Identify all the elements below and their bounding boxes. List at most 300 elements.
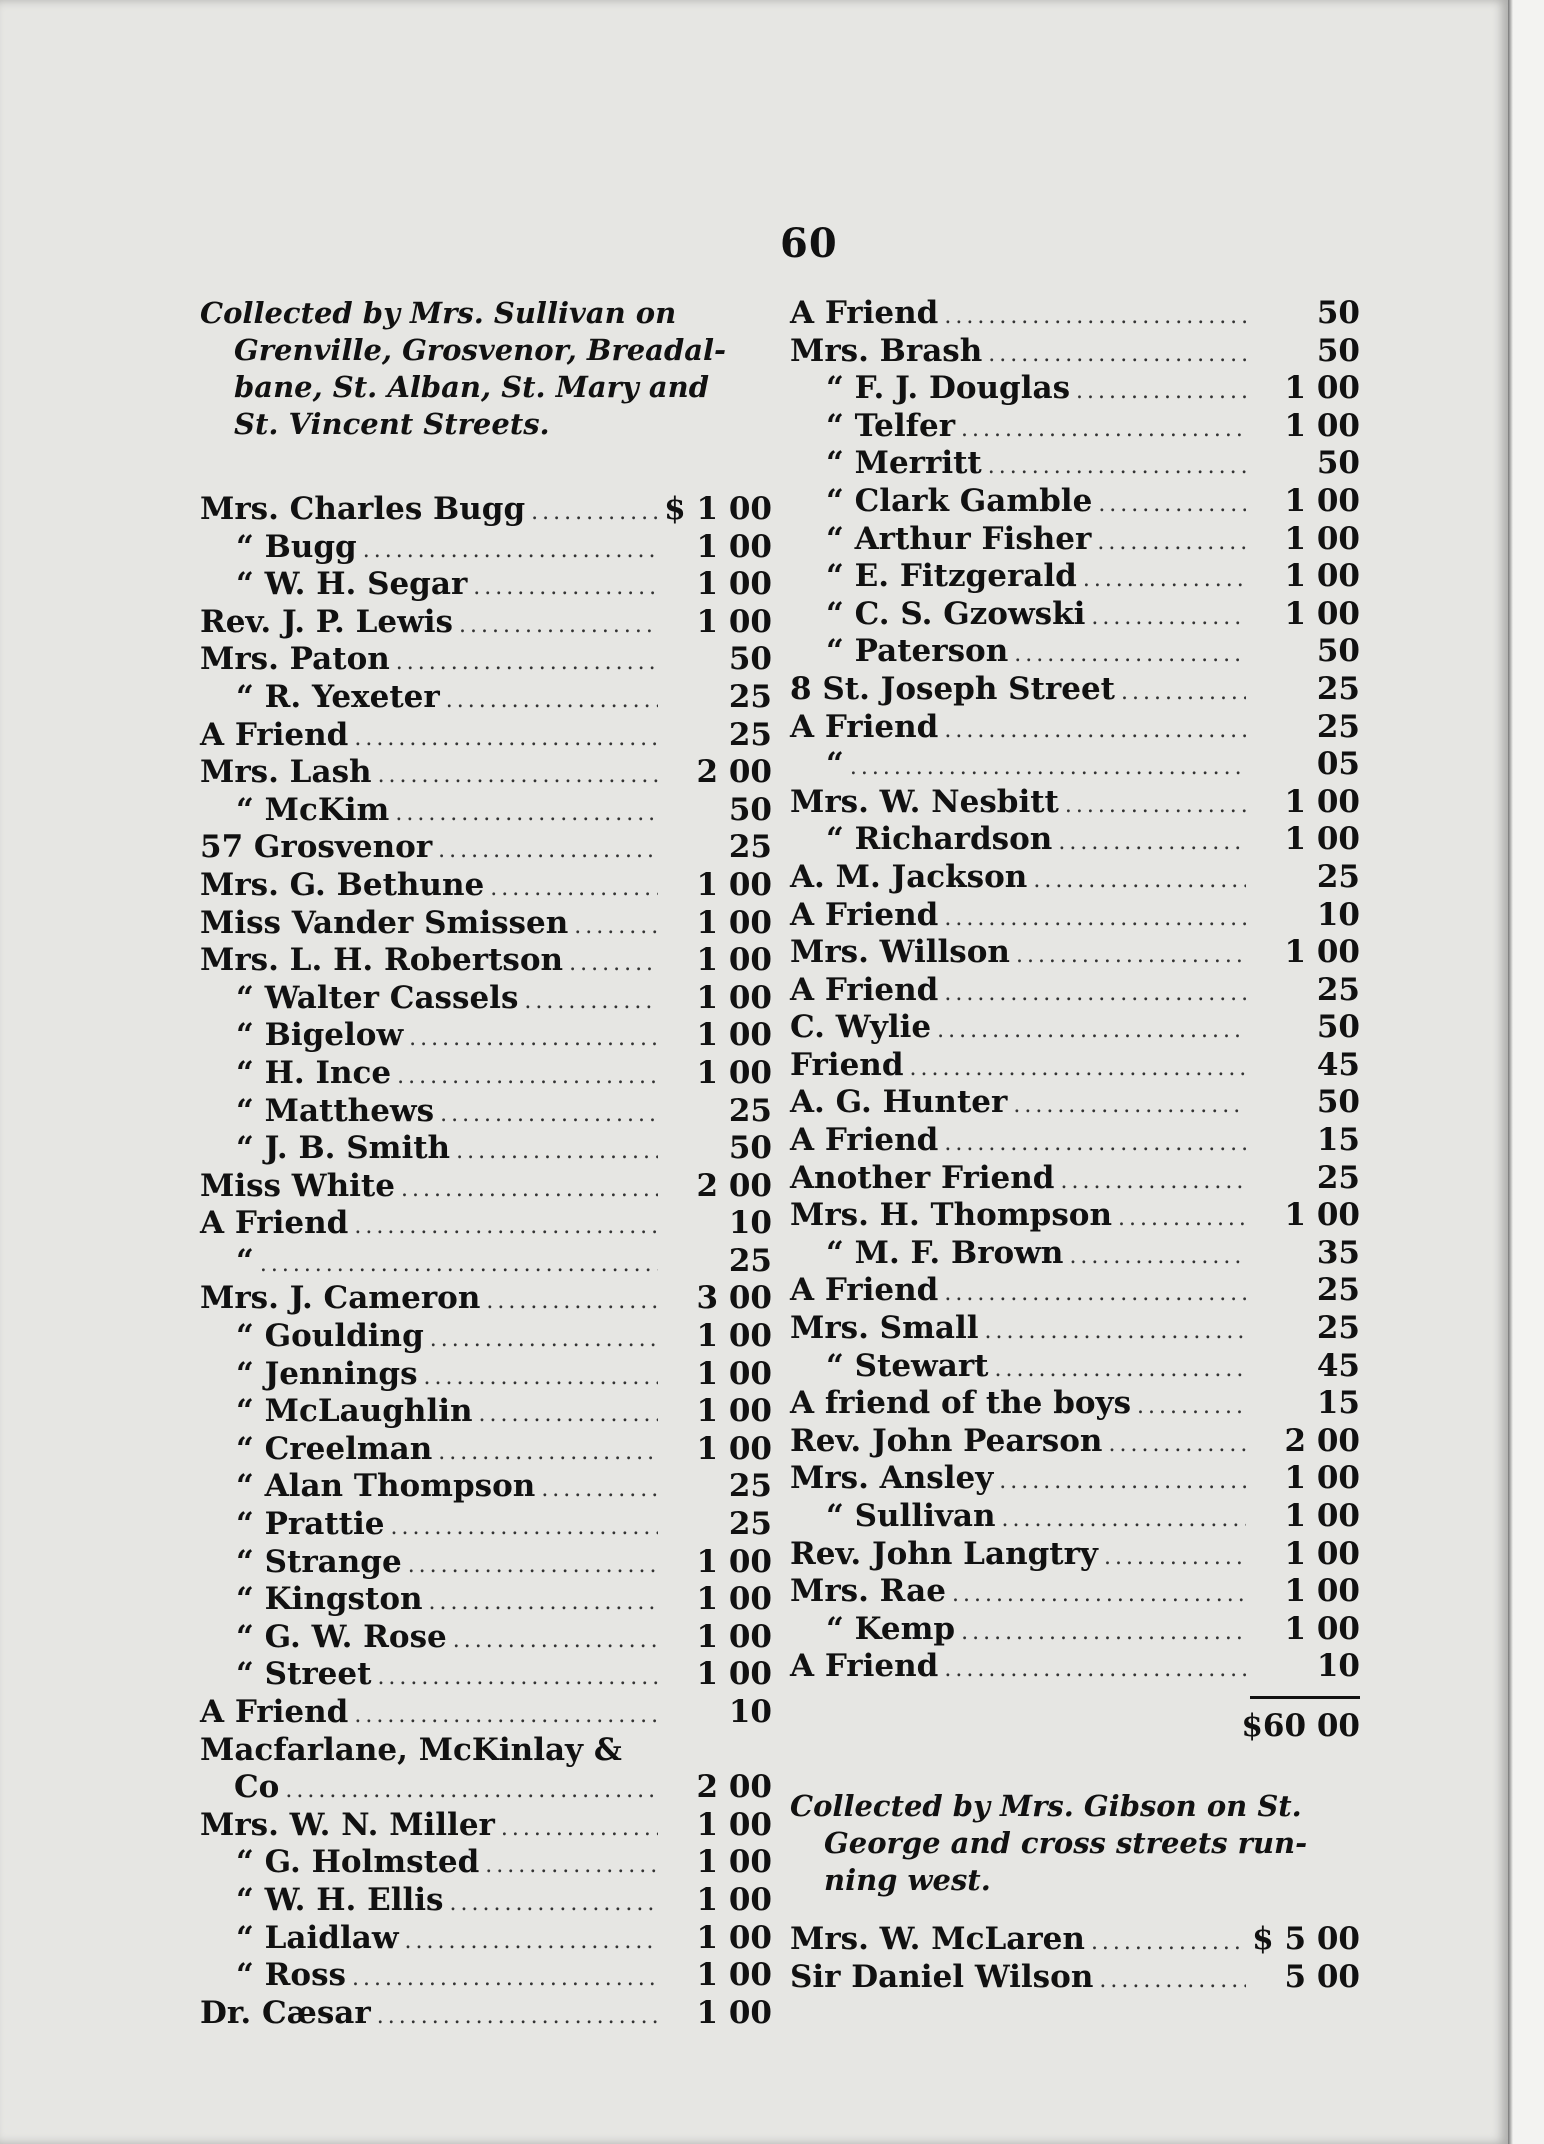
dot-leader <box>429 1590 658 1615</box>
list-item <box>200 1318 772 1356</box>
dot-leader <box>391 1515 659 1540</box>
donor-name: Friend <box>790 1046 904 1083</box>
dot-leader <box>910 1056 1246 1081</box>
dot-leader <box>395 801 658 826</box>
donation-amount: 25 <box>1316 971 1360 1008</box>
dot-leader <box>377 2004 658 2029</box>
donation-amount: 25 <box>1316 708 1360 745</box>
list-item <box>790 1084 1360 1122</box>
donation-amount: 25 <box>728 1468 772 1505</box>
donor-name: “ W. H. Segar <box>236 566 468 603</box>
donor-name: A Friend <box>790 295 939 331</box>
donation-amount: 1 00 <box>696 1355 772 1392</box>
donor-name: Mrs. Small <box>790 1310 979 1347</box>
donation-amount: 50 <box>1316 445 1360 482</box>
donation-amount: 25 <box>728 829 772 866</box>
list-item <box>200 1130 772 1168</box>
donor-name: “ Bugg <box>236 528 357 565</box>
heading-line: Grenville, Grosvenor, Breadal- <box>234 333 727 367</box>
list-item <box>200 1356 772 1394</box>
dot-leader <box>440 1102 658 1127</box>
donor-name: “ Matthews <box>236 1092 435 1129</box>
donor-name: Mrs. W. N. Miller <box>200 1806 495 1843</box>
donation-amount: 1 00 <box>696 1656 772 1693</box>
donor-name: “ Walter Cassels <box>236 979 519 1016</box>
list-item <box>200 1581 772 1619</box>
dot-leader <box>944 1657 1246 1682</box>
donation-amount: 2 00 <box>696 1167 772 1204</box>
list-item <box>790 633 1360 671</box>
dot-leader <box>446 688 658 713</box>
donation-amount: $ 5 00 <box>1252 1920 1360 1957</box>
donor-name: A Friend <box>790 896 939 933</box>
donor-name: “ Merritt <box>826 445 982 482</box>
donation-amount: 50 <box>728 1130 772 1167</box>
page-edge <box>1508 0 1544 2144</box>
list-item <box>790 1235 1360 1273</box>
list-item <box>790 333 1360 371</box>
dot-leader <box>501 1816 658 1841</box>
list-item <box>790 1536 1360 1574</box>
dot-leader <box>574 914 658 939</box>
donation-amount: 50 <box>1316 332 1360 369</box>
list-item <box>200 1882 772 1920</box>
list-item <box>200 491 772 529</box>
list-item <box>790 521 1360 559</box>
donation-amount: 25 <box>1316 858 1360 895</box>
dot-leader <box>569 951 658 976</box>
donor-name: “ Arthur Fisher <box>826 520 1092 557</box>
donation-amount: 05 <box>1316 746 1360 783</box>
donor-name: “ Prattie <box>236 1506 385 1543</box>
dot-leader <box>486 1289 658 1314</box>
list-item <box>200 1468 772 1506</box>
donor-name: Mrs. W. McLaren <box>790 1920 1085 1957</box>
list-item <box>200 792 772 830</box>
donor-name: “ M. F. Brown <box>826 1234 1064 1271</box>
donation-amount: 2 00 <box>696 1769 772 1806</box>
list-item <box>200 1769 772 1807</box>
dot-leader <box>354 1703 658 1728</box>
donation-amount: 1 00 <box>1284 1498 1360 1534</box>
list-item <box>200 679 772 717</box>
donation-amount: 25 <box>1316 1159 1360 1196</box>
donor-name: “ Paterson <box>826 633 1009 670</box>
dot-leader <box>944 981 1246 1006</box>
list-item <box>200 1957 772 1995</box>
dot-leader <box>449 1891 658 1916</box>
dot-leader <box>937 1018 1246 1043</box>
donation-amount: 2 00 <box>696 754 772 791</box>
list-item <box>790 408 1360 446</box>
dot-leader <box>944 1281 1246 1306</box>
donation-amount: 1 00 <box>696 1393 772 1430</box>
list-item <box>790 295 1360 333</box>
list-item <box>790 1460 1360 1498</box>
donor-name: A Friend <box>200 1694 349 1730</box>
dot-leader <box>354 726 658 751</box>
list-item <box>790 1498 1360 1536</box>
donor-name: A Friend <box>200 716 349 753</box>
donor-name: Rev. J. P. Lewis <box>200 603 454 640</box>
dot-leader <box>1099 1968 1246 1993</box>
dot-leader <box>405 1929 658 1954</box>
dot-leader <box>961 1620 1246 1645</box>
donor-name: Dr. Cæsar <box>200 1994 371 2031</box>
donor-name: “ Kemp <box>826 1610 956 1647</box>
heading-line: ning west. <box>824 1862 991 1897</box>
list-item <box>200 1732 772 1770</box>
dot-leader <box>352 1966 658 1991</box>
list-item <box>200 1093 772 1131</box>
right-subscription-list-2 <box>790 1921 1360 1996</box>
dot-leader <box>1121 680 1246 705</box>
dot-leader <box>409 1026 658 1051</box>
donation-amount: 3 00 <box>696 1280 772 1317</box>
donor-name: A. G. Hunter <box>790 1084 1008 1121</box>
list-item <box>200 717 772 755</box>
donor-name: “ F. J. Douglas <box>826 370 1071 407</box>
list-item <box>200 1995 772 2033</box>
list-item <box>790 1009 1360 1047</box>
donor-name: “ Richardson <box>826 821 1053 858</box>
donation-amount: 1 00 <box>1284 821 1360 858</box>
spacer <box>790 1899 1360 1921</box>
donation-amount: 25 <box>728 1506 772 1543</box>
donor-name: Mrs. W. Nesbitt <box>790 783 1059 820</box>
donor-name: “ <box>826 746 844 783</box>
donor-name: Mrs. Willson <box>790 934 1010 971</box>
donation-amount: 1 00 <box>1284 482 1360 519</box>
donor-name: “ Creelman <box>236 1430 433 1467</box>
donor-name: “ Telfer <box>826 407 956 444</box>
heading-line: St. Vincent Streets. <box>234 407 550 441</box>
dot-leader <box>1091 1930 1246 1955</box>
donor-name: “ Sullivan <box>826 1498 996 1534</box>
donation-amount: 1 00 <box>696 1881 772 1918</box>
left-column <box>200 295 772 2032</box>
list-item <box>790 1122 1360 1160</box>
donor-name: “ H. Ince <box>236 1054 392 1091</box>
dot-leader <box>1013 1093 1246 1118</box>
list-item <box>790 972 1360 1010</box>
donor-name: “ Jennings <box>236 1355 418 1392</box>
donation-amount: 1 00 <box>1284 1535 1360 1572</box>
right-section-heading <box>790 1788 1360 1899</box>
donation-amount: 45 <box>1316 1347 1360 1384</box>
spacer <box>200 443 772 491</box>
list-item <box>790 558 1360 596</box>
donation-amount: 35 <box>1316 1234 1360 1271</box>
dot-leader <box>994 1357 1246 1382</box>
donor-name: Mrs. J. Cameron <box>200 1280 481 1317</box>
dot-leader <box>541 1477 658 1502</box>
donor-name: “ Stewart <box>826 1347 989 1384</box>
list-item <box>200 1544 772 1582</box>
list-item <box>790 746 1360 784</box>
list-item <box>200 1619 772 1657</box>
dot-leader <box>531 500 658 525</box>
list-item <box>790 1423 1360 1461</box>
list-item <box>200 529 772 567</box>
donor-name: “ G. Holmsted <box>236 1844 480 1881</box>
donation-amount: 1 00 <box>696 942 772 979</box>
dot-leader <box>260 1252 658 1277</box>
list-item <box>790 370 1360 408</box>
list-item <box>200 1393 772 1431</box>
dot-leader <box>944 1131 1246 1156</box>
list-item <box>200 1844 772 1882</box>
dot-leader <box>1069 1244 1246 1269</box>
dot-leader <box>1097 530 1246 555</box>
dot-leader <box>988 454 1246 479</box>
dot-leader <box>1108 1432 1246 1457</box>
donation-amount: 1 00 <box>1284 520 1360 557</box>
donor-name: “ Laidlaw <box>236 1919 399 1956</box>
heading-line: George and cross streets run- <box>824 1825 1308 1860</box>
donor-name: Mrs. Paton <box>200 641 390 678</box>
donation-amount: 1 00 <box>696 979 772 1016</box>
donation-amount: $ 1 00 <box>664 491 772 527</box>
donor-name: Another Friend <box>790 1159 1055 1196</box>
list-item <box>200 867 772 905</box>
dot-leader <box>952 1582 1246 1607</box>
donor-name: “ G. W. Rose <box>236 1618 447 1655</box>
donor-name: “ Alan Thompson <box>236 1468 536 1505</box>
donation-amount: 1 00 <box>1284 1573 1360 1610</box>
donor-name: Rev. John Langtry <box>790 1535 1098 1572</box>
list-item <box>200 1431 772 1469</box>
dot-leader <box>285 1778 658 1803</box>
dot-leader <box>944 906 1246 931</box>
dot-leader <box>438 1440 658 1465</box>
dot-leader <box>453 1628 658 1653</box>
list-item <box>200 905 772 943</box>
donation-amount: 1 00 <box>696 1919 772 1956</box>
dot-leader <box>985 1319 1246 1344</box>
dot-leader <box>944 304 1246 329</box>
donation-amount: 1 00 <box>696 904 772 941</box>
donor-name: A Friend <box>200 1205 349 1242</box>
donor-name: A Friend <box>790 971 939 1008</box>
donor-name: “ C. S. Gzowski <box>826 595 1086 632</box>
list-item <box>200 1055 772 1093</box>
donation-amount: 50 <box>1316 1009 1360 1046</box>
donor-name: Mrs. L. H. Robertson <box>200 942 564 979</box>
total-row <box>790 1708 1360 1752</box>
donation-amount: 1 00 <box>696 1618 772 1655</box>
list-item <box>200 942 772 980</box>
list-item <box>200 1920 772 1958</box>
donor-name: “ McKim <box>236 791 390 828</box>
list-item <box>790 897 1360 935</box>
list-item <box>200 604 772 642</box>
donation-amount: 25 <box>728 678 772 715</box>
dot-leader <box>401 1177 658 1202</box>
list-item <box>200 641 772 679</box>
list-item <box>200 980 772 1018</box>
donation-amount: 15 <box>1316 1122 1360 1159</box>
donor-name: “ Street <box>236 1656 372 1693</box>
dot-leader <box>988 342 1246 367</box>
list-item <box>790 821 1360 859</box>
dot-leader <box>1058 830 1246 855</box>
dot-leader <box>1014 642 1246 667</box>
list-item <box>790 1310 1360 1348</box>
dot-leader <box>408 1553 658 1578</box>
donation-amount: 5 00 <box>1284 1958 1360 1995</box>
dot-leader <box>944 718 1246 743</box>
donation-amount: 45 <box>1316 1046 1360 1083</box>
dot-leader <box>1060 1169 1246 1194</box>
donation-amount: 15 <box>1316 1385 1360 1422</box>
donor-name: A Friend <box>790 1272 939 1309</box>
dot-leader <box>961 417 1246 442</box>
dot-leader <box>430 1327 658 1352</box>
donation-amount: 1 00 <box>696 603 772 640</box>
donor-name: “ E. Fitzgerald <box>826 558 1077 595</box>
donor-name: “ Bigelow <box>236 1017 404 1054</box>
dot-leader <box>456 1139 658 1164</box>
donor-name: A friend of the boys <box>790 1385 1132 1422</box>
donation-amount: 1 00 <box>1284 558 1360 595</box>
donation-amount: 25 <box>1316 670 1360 707</box>
donation-amount: 1 00 <box>1284 1610 1360 1647</box>
donor-name: “ <box>236 1242 254 1279</box>
list-item <box>790 1959 1360 1997</box>
donor-name: C. Wylie <box>790 1009 932 1046</box>
heading-line: Collected by Mrs. Sullivan on <box>200 296 677 330</box>
left-subscription-list <box>200 491 772 2032</box>
list-item <box>790 671 1360 709</box>
rule-line <box>1250 1696 1360 1699</box>
list-item <box>200 1017 772 1055</box>
donation-amount: 1 00 <box>696 1994 772 2031</box>
list-item <box>790 1385 1360 1423</box>
donation-amount: 1 00 <box>1284 407 1360 444</box>
list-item <box>790 483 1360 521</box>
donor-name: Mrs. Charles Bugg <box>200 491 526 527</box>
dot-leader <box>1083 567 1246 592</box>
donor-name: Mrs. G. Bethune <box>200 866 485 903</box>
list-item <box>200 829 772 867</box>
donor-name: “ Strange <box>236 1543 402 1580</box>
dot-leader <box>1118 1206 1246 1231</box>
dot-leader <box>490 876 658 901</box>
spacer <box>790 1752 1360 1788</box>
donation-amount: 1 00 <box>696 528 772 565</box>
donor-name: A Friend <box>790 708 939 745</box>
donation-amount: 1 00 <box>696 1844 772 1881</box>
dot-leader <box>1016 943 1246 968</box>
list-item <box>790 1160 1360 1198</box>
donation-amount: 25 <box>728 1092 772 1129</box>
dot-leader <box>1091 605 1246 630</box>
donor-name: Miss White <box>200 1167 395 1204</box>
page-number: 60 <box>780 220 838 267</box>
list-item <box>790 1272 1360 1310</box>
donor-name: 57 Grosvenor <box>200 829 433 866</box>
donation-amount: 1 00 <box>696 1430 772 1467</box>
donor-name: Mrs. Lash <box>200 754 372 791</box>
heading-line: Collected by Mrs. Gibson on St. <box>790 1788 1302 1823</box>
dot-leader <box>377 1665 658 1690</box>
donation-amount: 1 00 <box>696 866 772 903</box>
list-item <box>200 1205 772 1243</box>
donor-name: “ Ross <box>236 1957 346 1994</box>
donor-name: “ Clark Gamble <box>826 482 1093 519</box>
list-item <box>790 1611 1360 1649</box>
dot-leader <box>1104 1545 1246 1570</box>
list-item <box>790 709 1360 747</box>
heading-line: bane, St. Alban, St. Mary and <box>234 370 709 404</box>
donor-name: Mrs. Rae <box>790 1573 946 1610</box>
list-item <box>200 1243 772 1281</box>
donation-amount: 1 00 <box>1284 783 1360 820</box>
list-item <box>790 784 1360 822</box>
dot-leader <box>397 1064 658 1089</box>
list-item <box>200 1506 772 1544</box>
donation-amount: 25 <box>1316 1272 1360 1309</box>
donation-amount: 1 00 <box>696 1543 772 1580</box>
donor-name: Mrs. Brash <box>790 332 983 369</box>
donation-amount: 1 00 <box>696 566 772 603</box>
donor-name: “ McLaughlin <box>236 1393 473 1430</box>
right-subscription-list <box>790 295 1360 1686</box>
list-item <box>790 859 1360 897</box>
donor-name: Mrs. Ansley <box>790 1460 994 1497</box>
donation-amount: 1 00 <box>696 1957 772 1994</box>
list-item <box>200 1656 772 1694</box>
donor-name: “ Kingston <box>236 1581 423 1618</box>
right-column <box>790 295 1360 1996</box>
donation-amount: 1 00 <box>1284 370 1360 407</box>
dot-leader <box>479 1402 658 1427</box>
donation-amount: 50 <box>1316 295 1360 331</box>
donor-name: Macfarlane, McKinlay & <box>200 1731 622 1768</box>
dot-leader <box>473 575 658 600</box>
dot-leader <box>378 763 658 788</box>
donor-name: Mrs. H. Thompson <box>790 1197 1112 1234</box>
list-item <box>790 1648 1360 1686</box>
donation-amount: 50 <box>1316 633 1360 670</box>
total-amount: $60 00 <box>1241 1707 1360 1744</box>
donation-amount: 50 <box>728 791 772 828</box>
donor-name: Rev. John Pearson <box>790 1422 1103 1459</box>
list-item <box>790 1047 1360 1085</box>
dot-leader <box>1098 492 1246 517</box>
donation-amount: 1 00 <box>1284 1460 1360 1497</box>
donation-amount: 50 <box>728 641 772 678</box>
dot-leader <box>438 838 658 863</box>
donation-amount: 1 00 <box>696 1017 772 1054</box>
donor-name: 8 St. Joseph Street <box>790 670 1115 707</box>
donation-amount: 1 00 <box>1284 595 1360 632</box>
donor-name: “ Goulding <box>236 1318 424 1355</box>
list-item <box>200 1280 772 1318</box>
dot-leader <box>354 1214 658 1239</box>
total-rule <box>790 1686 1360 1708</box>
list-item <box>790 934 1360 972</box>
list-item <box>790 1197 1360 1235</box>
donation-amount: 25 <box>728 716 772 753</box>
list-item <box>790 1348 1360 1386</box>
list-item <box>790 596 1360 634</box>
left-section-heading <box>200 295 772 443</box>
dot-leader <box>396 650 658 675</box>
dot-leader <box>1002 1507 1246 1532</box>
list-item <box>200 1168 772 1206</box>
